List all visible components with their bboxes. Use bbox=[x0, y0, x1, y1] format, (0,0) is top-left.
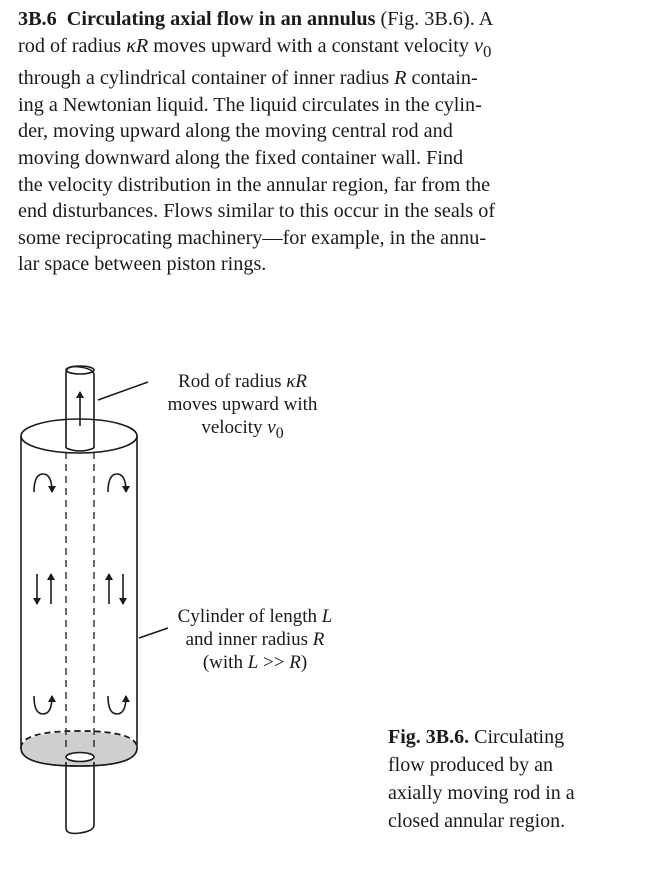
label-text: moves upward with bbox=[167, 394, 318, 415]
figure-caption bbox=[388, 723, 638, 835]
subscript-zero: 0 bbox=[482, 41, 492, 61]
circulation-arrow-tr bbox=[108, 474, 126, 492]
symbol-R: R bbox=[135, 34, 149, 57]
problem-title: Circulating axial flow in an annulus bbox=[66, 8, 376, 30]
label-text: ) bbox=[300, 652, 308, 673]
caption-text: closed annular region. bbox=[388, 810, 566, 832]
problem-number: 3B.6 bbox=[18, 8, 57, 30]
label-text: >> bbox=[258, 652, 290, 673]
circulation-arrow-bl bbox=[34, 696, 52, 714]
label-subscript: 0 bbox=[275, 424, 284, 442]
label-symbol: R bbox=[312, 629, 325, 650]
symbol-R: R bbox=[394, 67, 407, 90]
label-text: (with bbox=[202, 652, 248, 673]
symbol-kappa: κ bbox=[126, 34, 136, 57]
text-fragment: moves upward with a constant velocity bbox=[148, 34, 474, 57]
rod-bottom bbox=[66, 762, 94, 833]
label-text: Rod of radius bbox=[178, 371, 287, 392]
cylinder-top bbox=[21, 419, 137, 453]
circulation-arrow-tl bbox=[34, 474, 52, 492]
problem-statement bbox=[18, 6, 642, 278]
caption-label: Fig. 3B.6. bbox=[388, 726, 470, 748]
text-line: some reciprocating machinery—for example, in the annu- bbox=[18, 226, 487, 249]
label-symbol: L bbox=[321, 606, 333, 627]
rod-label bbox=[135, 370, 350, 445]
text-line: the velocity distribution in the annular region, far from the bbox=[18, 173, 491, 196]
label-text: and inner radius bbox=[185, 629, 313, 650]
text-line: ing a Newtonian liquid. The liquid circulates in the cylin- bbox=[18, 93, 482, 116]
caption-text: flow produced by an bbox=[388, 754, 553, 776]
label-symbol: κR bbox=[286, 371, 307, 392]
text-fragment: through a cylindrical container of inner radius bbox=[18, 67, 395, 90]
figure-3b6 bbox=[0, 330, 662, 870]
fig-ref: (Fig. 3B.6). bbox=[380, 8, 475, 30]
rod-bottom-ring bbox=[66, 753, 94, 762]
label-text: velocity bbox=[201, 417, 268, 438]
symbol-v: v bbox=[473, 34, 483, 57]
rod-hole bbox=[66, 448, 94, 451]
text-fragment: A bbox=[478, 8, 494, 30]
circulation-arrow-br bbox=[108, 696, 126, 714]
text-fragment: contain- bbox=[406, 67, 478, 90]
text-line: end disturbances. Flows similar to this occur in the seals of bbox=[18, 200, 496, 223]
caption-text: Circulating bbox=[469, 726, 565, 748]
label-symbol: v bbox=[267, 417, 276, 438]
cylinder-label bbox=[150, 605, 360, 674]
text-fragment: rod of radius bbox=[18, 34, 127, 57]
text-line: der, moving upward along the moving central rod and bbox=[18, 120, 453, 143]
label-symbol: L bbox=[247, 652, 259, 673]
label-symbol: R bbox=[289, 652, 301, 673]
text-line: moving downward along the fixed container wall. Find bbox=[18, 147, 464, 169]
label-text: Cylinder of length bbox=[177, 606, 322, 627]
text-line: lar space between piston rings. bbox=[18, 253, 267, 276]
caption-text: axially moving rod in a bbox=[388, 782, 575, 804]
